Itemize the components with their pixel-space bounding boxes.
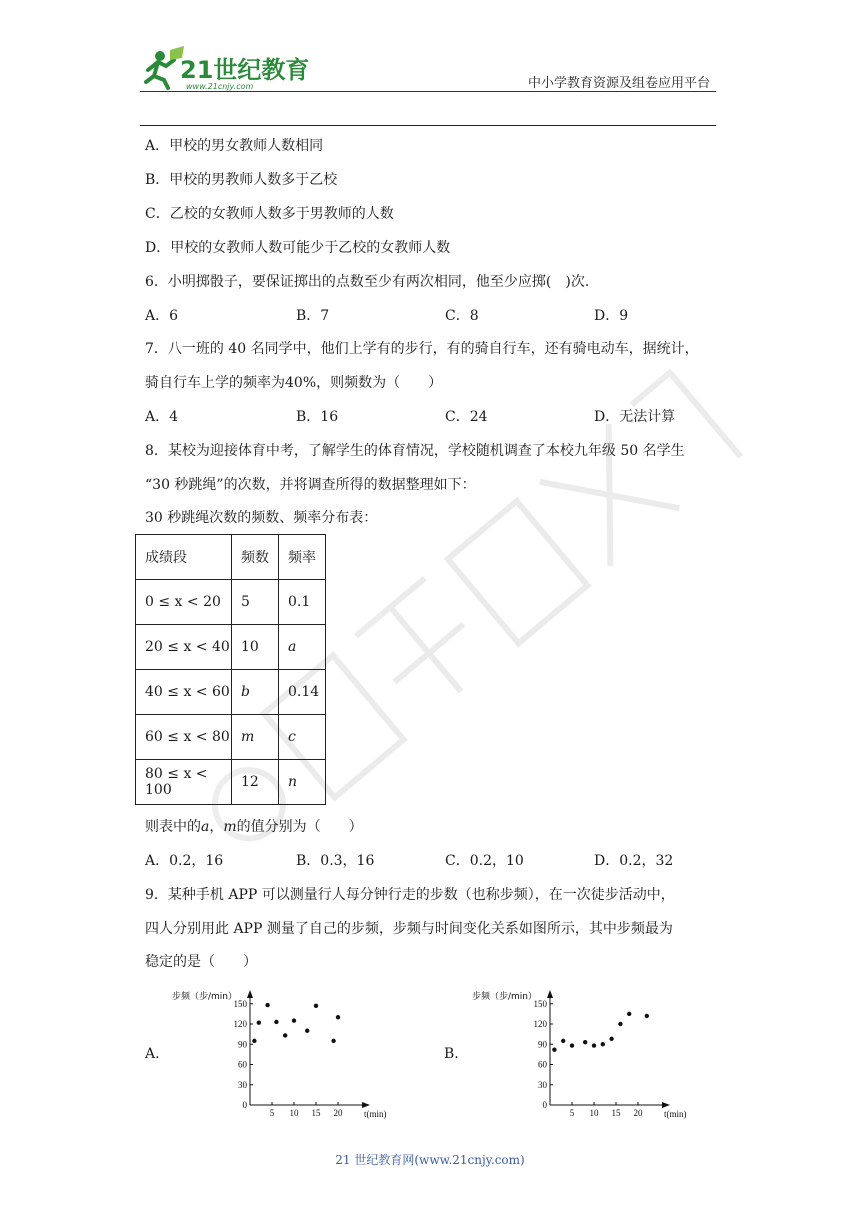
x-axis-label: t(min) (364, 1109, 387, 1119)
table-cell: 12 (232, 760, 279, 805)
y-axis-label: 步频（步/min） (172, 992, 238, 1002)
q7-stem-line2: 骑自行车上学的频率为40%，则频数为（ ） (145, 375, 443, 391)
svg-text:21世纪教育: 21世纪教育 (180, 56, 310, 84)
q6-option-d: D．9 (594, 308, 629, 324)
q7-option-b: B．16 (296, 409, 339, 425)
x-axis-arrow (662, 1102, 670, 1108)
y-tick-label: 0 (542, 1100, 547, 1110)
data-point (618, 1022, 622, 1026)
data-point (257, 1020, 261, 1024)
data-point (627, 1012, 631, 1016)
x-axis-arrow (362, 1102, 370, 1108)
table-cell: n (279, 760, 326, 805)
data-point (645, 1014, 649, 1018)
x-tick-label: 15 (311, 1108, 321, 1118)
q9-chart-b (468, 985, 687, 1120)
logo-21cnjy (140, 44, 315, 92)
table-header-cell: 频数 (232, 535, 279, 580)
q9-option-b-label: B. (444, 1046, 459, 1062)
content-divider (140, 125, 716, 126)
data-point (609, 1037, 613, 1041)
data-point (552, 1047, 556, 1051)
q8-option-c: C．0.2，10 (445, 853, 524, 869)
table-cell: 5 (232, 580, 279, 625)
q9-chart-a (168, 985, 387, 1120)
x-axis-label: t(min) (664, 1109, 687, 1119)
table-row (136, 625, 326, 670)
table-cell: 60 ≤ x < 80 (136, 715, 232, 760)
data-point (314, 1004, 318, 1008)
page-footer: 21 世纪教育网(www.21cnjy.com) (335, 1153, 525, 1167)
frequency-table (135, 534, 326, 805)
x-tick-label: 15 (611, 1108, 621, 1118)
table-cell: 0 ≤ x < 20 (136, 580, 232, 625)
y-tick-label: 90 (538, 1039, 547, 1050)
q5-option-a: A．甲校的男女教师人数相同 (145, 138, 324, 154)
y-tick-label: 120 (233, 1019, 247, 1029)
x-tick-label: 10 (589, 1108, 599, 1118)
platform-name: 中小学教育资源及组卷应用平台 (527, 76, 710, 91)
table-cell: 40 ≤ x < 60 (136, 670, 232, 715)
q5-option-c: C．乙校的女教师人数多于男教师的人数 (145, 206, 394, 222)
page-header (140, 44, 716, 94)
y-tick-label: 30 (238, 1079, 247, 1090)
q6-stem: 6．小明掷骰子，要保证掷出的点数至少有两次相同，他至少应掷( )次． (145, 274, 599, 290)
data-point (331, 1039, 335, 1043)
q9-stem-line1: 9．某种手机 APP 可以测量行人每分钟行走的步数（也称步频），在一次徒步活动中， (145, 887, 675, 903)
q8-question: 则表中的a，m的值分别为（ ） (145, 819, 363, 835)
q6-option-b: B．7 (296, 308, 330, 324)
data-point (274, 1020, 278, 1024)
table-header-row (136, 535, 326, 580)
x-tick-label: 10 (289, 1108, 299, 1118)
table-cell: 0.1 (279, 580, 326, 625)
q8-option-d: D．0.2，32 (594, 853, 674, 869)
table-cell: c (279, 715, 326, 760)
data-point (583, 1040, 587, 1044)
x-tick-label: 20 (633, 1108, 643, 1118)
table-cell: 0.14 (279, 670, 326, 715)
data-point (336, 1015, 340, 1019)
table-header-cell: 频率 (279, 535, 326, 580)
q9-stem-line2: 四人分别用此 APP 测量了自己的步频，步频与时间变化关系如图所示，其中步频最为 (145, 921, 673, 937)
q8-table-caption: 30 秒跳绳次数的频数、频率分布表： (145, 510, 378, 526)
q8-stem-line1: 8．某校为迎接体育中考，了解学生的体育情况，学校随机调查了本校九年级 50 名学生 (145, 443, 685, 459)
data-point (252, 1039, 256, 1043)
y-axis-label: 步频（步/min） (472, 992, 538, 1002)
table-cell: a (279, 625, 326, 670)
data-point (265, 1003, 269, 1007)
table-cell: 10 (232, 625, 279, 670)
y-tick-label: 150 (533, 998, 547, 1009)
data-point (292, 1018, 296, 1022)
y-tick-label: 120 (533, 1019, 547, 1029)
table-row (136, 715, 326, 760)
y-axis-arrow (247, 990, 253, 998)
data-point (283, 1033, 287, 1037)
y-axis-arrow (547, 990, 553, 998)
y-tick-label: 30 (538, 1079, 547, 1090)
y-tick-label: 150 (233, 998, 247, 1009)
table-row (136, 580, 326, 625)
x-tick-label: 5 (569, 1108, 575, 1118)
q7-option-c: C．24 (445, 409, 488, 425)
table-cell: b (232, 670, 279, 715)
table-row (136, 760, 326, 805)
data-point (601, 1042, 605, 1046)
q7-option-a: A．4 (145, 409, 179, 425)
table-header-cell: 成绩段 (136, 535, 232, 580)
data-point (592, 1043, 596, 1047)
table-cell: 20 ≤ x < 40 (136, 625, 232, 670)
q8-option-b: B．0.3，16 (296, 853, 375, 869)
y-tick-label: 90 (238, 1039, 247, 1050)
y-tick-label: 60 (238, 1059, 247, 1070)
x-tick-label: 20 (333, 1108, 343, 1118)
svg-text:www.21cnjy.com: www.21cnjy.com (186, 82, 254, 91)
data-point (561, 1039, 565, 1043)
q9-stem-line3: 稳定的是（ ） (145, 954, 257, 970)
header-divider (140, 91, 716, 92)
q7-stem-line1: 7．八一班的 40 名同学中，他们上学有的步行，有的骑自行车，还有骑电动车，据统计， (145, 341, 699, 357)
y-tick-label: 0 (242, 1100, 247, 1110)
x-tick-label: 5 (269, 1108, 275, 1118)
q5-option-b: B．甲校的男教师人数多于乙校 (145, 172, 338, 188)
data-point (570, 1043, 574, 1047)
table-cell: 80 ≤ x < 100 (136, 760, 232, 805)
table-cell: m (232, 715, 279, 760)
q7-option-d: D．无法计算 (594, 409, 676, 425)
q6-option-c: C．8 (445, 308, 479, 324)
table-row (136, 670, 326, 715)
data-point (305, 1029, 309, 1033)
q8-option-a: A．0.2，16 (145, 853, 224, 869)
q8-stem-line2: “30 秒跳绳”的次数，并将调查所得的数据整理如下： (145, 477, 476, 493)
y-tick-label: 60 (538, 1059, 547, 1070)
q5-option-d: D．甲校的女教师人数可能少于乙校的女教师人数 (145, 240, 451, 256)
q9-option-a-label: A. (145, 1046, 160, 1062)
q6-option-a: A．6 (145, 308, 179, 324)
